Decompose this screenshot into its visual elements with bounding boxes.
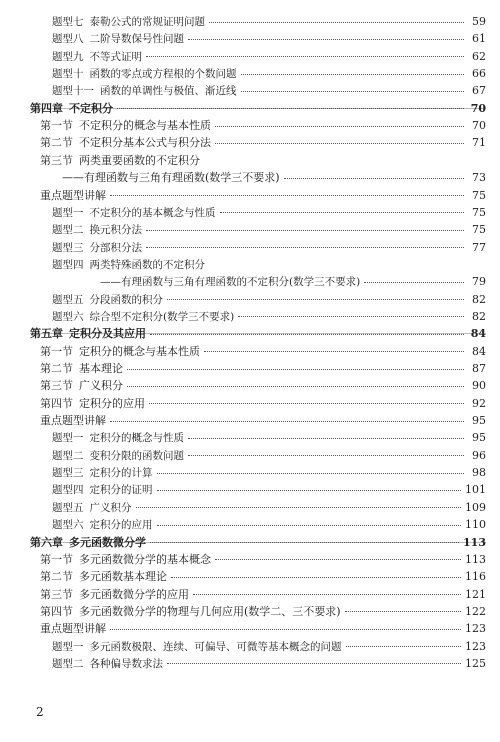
toc-page-number: 66 xyxy=(472,67,486,81)
toc-page-number: 84 xyxy=(470,327,486,341)
toc-continuation xyxy=(62,169,486,187)
toc-entry-number: 题型十一 xyxy=(52,85,94,98)
dot-leader xyxy=(150,334,464,335)
toc-entry-number: 题型十 xyxy=(52,68,84,81)
dot-leader xyxy=(146,230,464,231)
toc-entry-title: 多元函数极限、连续、可偏导、可微等基本概念的问题 xyxy=(89,640,342,653)
toc-entry-number: 第五章 xyxy=(30,327,63,341)
toc-question-type xyxy=(52,204,486,222)
toc-entry-title: 两类特殊函数的不定积分 xyxy=(89,258,205,271)
dot-leader xyxy=(110,195,464,196)
toc-section xyxy=(40,551,486,569)
toc-entry-number: 题型一 xyxy=(52,206,84,219)
toc-section xyxy=(40,360,486,378)
toc-entry-number: 题型八 xyxy=(52,33,84,46)
toc-section xyxy=(40,377,486,395)
toc-entry-number: 第三节 xyxy=(40,379,73,393)
toc-chapter xyxy=(30,534,486,552)
toc-section xyxy=(40,620,486,638)
toc-entry-title: 不定积分的概念与基本性质 xyxy=(79,119,211,133)
toc-page-number: 62 xyxy=(472,49,486,63)
toc-chapter xyxy=(30,100,486,118)
toc-continuation xyxy=(100,273,486,291)
toc-entry-title: 不定积分基本公式与积分法 xyxy=(79,136,211,150)
toc-entry-number: 题型一 xyxy=(52,432,84,445)
toc-question-type xyxy=(52,30,486,48)
toc-page-number: 59 xyxy=(472,15,486,28)
toc-entry-title: 分段函数的积分 xyxy=(89,293,163,306)
toc-entry-number: 题型三 xyxy=(52,467,84,480)
toc-page-number: 113 xyxy=(463,535,486,549)
toc-question-type xyxy=(52,308,486,326)
toc-question-type xyxy=(52,429,486,447)
toc-page-number: 75 xyxy=(472,223,486,237)
toc-entry-title: 广义积分 xyxy=(89,501,132,514)
toc-entry-title: 广义积分 xyxy=(79,379,123,393)
toc-page-number: 92 xyxy=(472,396,486,410)
toc-entry-title: 两类重要函数的不定积分 xyxy=(79,153,200,167)
dot-leader xyxy=(110,629,461,630)
toc-entry-number: 题型七 xyxy=(52,16,84,28)
dot-leader xyxy=(188,455,464,456)
dot-leader xyxy=(171,577,461,578)
toc-page-number: 123 xyxy=(465,622,486,636)
toc-entry-title: 定积分的计算 xyxy=(89,467,153,480)
toc-section xyxy=(40,586,486,604)
toc-entry-title: 各种偏导数求法 xyxy=(89,657,163,670)
toc-entry-title: 定积分的应用 xyxy=(89,519,153,532)
toc-question-type xyxy=(52,499,486,517)
toc-page-number: 90 xyxy=(472,379,486,393)
dot-leader xyxy=(150,542,459,543)
toc-entry-number: 第二节 xyxy=(40,570,73,584)
toc-entry-number: 第四节 xyxy=(40,396,73,410)
toc-entry-title: 重点题型讲解 xyxy=(40,414,106,428)
toc-question-type xyxy=(52,464,486,482)
toc-entry-number: 第四节 xyxy=(40,604,73,618)
toc-section xyxy=(40,117,486,135)
toc-entry-title: 泰勒公式的常规证明问题 xyxy=(89,16,205,28)
dot-leader xyxy=(146,247,464,248)
dot-leader xyxy=(110,421,464,422)
toc-section xyxy=(40,187,486,205)
toc-entry-title: 多元函数微分学的应用 xyxy=(79,587,189,601)
toc-page-number: 95 xyxy=(472,414,486,428)
toc-entry-number: 题型九 xyxy=(52,50,84,63)
toc-page-number: 67 xyxy=(472,84,486,98)
toc-entry-title: 定积分的应用 xyxy=(79,396,145,410)
dot-leader xyxy=(284,178,464,179)
toc-page-number: 73 xyxy=(472,171,486,185)
toc-page-number: 122 xyxy=(465,604,486,618)
dot-leader xyxy=(209,22,464,23)
toc-page-number: 98 xyxy=(472,466,486,480)
toc-entry-title: 综合型不定积分(数学三不要求) xyxy=(89,310,235,323)
toc-page-number: 121 xyxy=(465,587,486,601)
toc-entry-number: 第三节 xyxy=(40,587,73,601)
dot-leader xyxy=(215,559,461,560)
toc-entry-number: 题型六 xyxy=(52,310,84,323)
toc-page-number: 79 xyxy=(472,275,486,289)
toc-section xyxy=(40,395,486,413)
toc-page-number: 82 xyxy=(472,292,486,306)
toc-entry-number: 题型五 xyxy=(52,293,84,306)
toc-page-number: 95 xyxy=(472,431,486,445)
toc-question-type xyxy=(52,256,486,274)
toc-question-type xyxy=(52,516,486,534)
dot-leader xyxy=(136,507,462,508)
toc-page-number: 101 xyxy=(465,483,486,497)
dot-leader xyxy=(215,126,464,127)
toc-entry-title: 换元积分法 xyxy=(89,224,142,237)
toc-question-type xyxy=(52,291,486,309)
toc-question-type xyxy=(52,221,486,239)
toc-section xyxy=(40,134,486,152)
dot-leader xyxy=(345,611,461,612)
dot-leader xyxy=(127,386,464,387)
toc-question-type xyxy=(52,638,486,656)
toc-question-type xyxy=(52,48,486,66)
toc-chapter xyxy=(30,325,486,343)
toc-page-number: 77 xyxy=(472,240,486,254)
toc-page-number: 123 xyxy=(465,639,486,653)
toc-question-type xyxy=(52,481,486,499)
toc-entry-title: 定积分的概念与性质 xyxy=(89,432,184,445)
toc-page-number: 70 xyxy=(472,119,486,133)
toc-entry-title: 二阶导数保号性问题 xyxy=(89,33,184,46)
dot-leader xyxy=(188,438,464,439)
dot-leader xyxy=(241,91,465,92)
toc-entry-number: 题型二 xyxy=(52,657,84,670)
dot-leader xyxy=(193,594,461,595)
toc-question-type xyxy=(52,447,486,465)
dot-leader xyxy=(220,212,465,213)
dot-leader xyxy=(127,369,464,370)
toc-entry-title: 不定积分的基本概念与性质 xyxy=(89,206,216,219)
dot-leader xyxy=(117,108,464,109)
toc-question-type xyxy=(52,65,486,83)
dot-leader xyxy=(167,299,464,300)
toc-entry-title: 定积分的证明 xyxy=(89,484,153,497)
dot-leader xyxy=(149,403,464,404)
dot-leader xyxy=(204,351,464,352)
toc-page-number: 125 xyxy=(465,656,486,670)
toc-entry-number: 题型三 xyxy=(52,241,84,254)
toc-entry-number: 题型五 xyxy=(52,501,84,514)
toc-entry-number: 第三节 xyxy=(40,153,73,167)
toc-entry-title: 不定积分 xyxy=(69,101,113,115)
toc-section xyxy=(40,343,486,361)
toc-entry-title: 多元函数微分学的物理与几何应用(数学二、三不要求) xyxy=(79,604,341,618)
toc-page-number: 96 xyxy=(472,448,486,462)
toc-entry-title: 函数的单调性与极值、渐近线 xyxy=(100,85,237,98)
dot-leader xyxy=(188,39,464,40)
toc-entry-number: 题型二 xyxy=(52,224,84,237)
toc-section xyxy=(40,412,486,430)
toc-entry-title: 函数的零点或方程根的个数问题 xyxy=(89,68,237,81)
toc-entry-title: 分部积分法 xyxy=(89,241,142,254)
page-number: 2 xyxy=(36,705,44,719)
toc-entry-title: 不等式证明 xyxy=(89,50,142,63)
toc-section xyxy=(40,568,486,586)
toc-page-number: 75 xyxy=(472,205,486,219)
toc-entry-title: 多元函数基本理论 xyxy=(79,570,167,584)
dot-leader xyxy=(215,143,464,144)
toc-entry-number: 第四章 xyxy=(30,101,63,115)
dot-leader xyxy=(157,490,462,491)
toc-page-number: 84 xyxy=(472,344,486,358)
toc-entry-title: 多元函数微分学的基本概念 xyxy=(79,552,211,566)
toc-entry-number: 题型四 xyxy=(52,484,84,497)
toc-section xyxy=(40,603,486,621)
toc-entry-title: 重点题型讲解 xyxy=(40,622,106,636)
toc-entry-number: 第二节 xyxy=(40,362,73,375)
dot-leader xyxy=(364,282,464,283)
toc-entry-number: 第六章 xyxy=(30,535,63,549)
toc-entry-title: 多元函数微分学 xyxy=(69,535,146,549)
toc-question-type xyxy=(52,82,486,100)
toc-entry-number: 第二节 xyxy=(40,136,73,150)
dot-leader xyxy=(146,56,464,57)
toc-entry-number: 第一节 xyxy=(40,119,73,133)
toc-page-number: 61 xyxy=(472,32,486,46)
toc-page-number: 75 xyxy=(472,188,486,202)
toc-entry-title: ——有理函数与三角有理函数(数学三不要求) xyxy=(62,171,280,185)
dot-leader xyxy=(241,74,465,75)
toc-entry-number: 题型二 xyxy=(52,449,84,462)
dot-leader xyxy=(157,473,465,474)
toc-section xyxy=(40,152,486,170)
toc-entry-number: 第一节 xyxy=(40,552,73,566)
toc-question-type xyxy=(52,13,486,31)
toc-question-type xyxy=(52,239,486,257)
dot-leader xyxy=(167,663,461,664)
toc-page-number: 87 xyxy=(472,362,486,375)
toc-entry-title: ——有理函数与三角有理函数的不定积分(数学三不要求) xyxy=(100,276,361,289)
toc-page-number: 116 xyxy=(465,570,486,584)
toc-entry-title: 定积分及其应用 xyxy=(69,327,146,341)
toc-entry-title: 基本理论 xyxy=(79,362,123,375)
dot-leader xyxy=(157,525,462,526)
toc-entry-title: 定积分的概念与基本性质 xyxy=(79,344,200,358)
toc-entry-number: 第一节 xyxy=(40,344,73,358)
dot-leader xyxy=(346,646,462,647)
dot-leader xyxy=(238,316,464,317)
toc-entry-number: 题型四 xyxy=(52,258,84,271)
toc-page-number: 110 xyxy=(465,518,486,532)
toc-page-number: 70 xyxy=(470,101,486,115)
toc-entry-title: 重点题型讲解 xyxy=(40,188,106,202)
toc-page-number: 82 xyxy=(472,309,486,323)
toc-entry-number: 题型六 xyxy=(52,519,84,532)
toc-entry-number: 题型一 xyxy=(52,640,84,653)
toc-question-type xyxy=(52,655,486,673)
toc-entry-title: 变积分限的函数问题 xyxy=(89,449,184,462)
toc-page-number: 113 xyxy=(465,552,486,566)
toc-page-number: 71 xyxy=(472,136,486,150)
toc-page-number: 109 xyxy=(465,500,486,514)
